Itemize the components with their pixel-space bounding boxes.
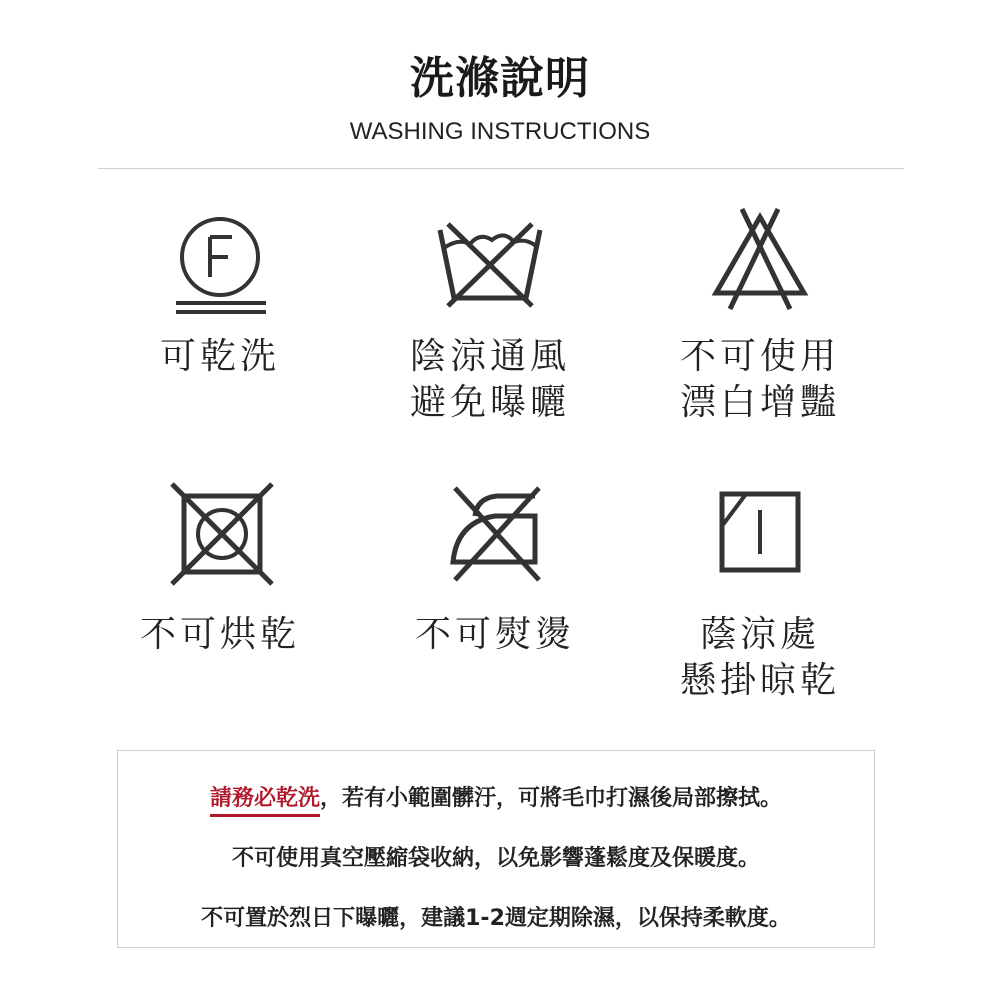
care-note-line-1 [118,781,874,812]
no-bleach-triangle-icon [700,205,820,315]
dry-clean-f-icon [160,215,280,325]
no-iron-icon [435,482,555,592]
care-note-emphasis: 請務必乾洗 [210,786,320,817]
header-divider [98,168,904,169]
care-note-line-3: 不可置於烈日下曝曬，建議1-2週定期除濕，以保持柔軟度。 [201,906,791,931]
symbol-label-line-dry-shade: 蔭涼處 懸掛晾乾 [679,614,840,701]
line-dry-shade-icon [700,482,820,592]
page-title: 洗滌說明 [410,53,590,104]
symbol-label-no-iron: 不可熨燙 [414,614,575,655]
symbol-label-dry-clean: 可乾洗 [159,336,280,377]
page-subtitle: WASHING INSTRUCTIONS [349,118,651,145]
care-note-line-1-rest: ，若有小範圍髒汙，可將毛巾打濕後局部擦拭。 [320,786,783,811]
care-notes-box [117,750,875,948]
symbol-label-no-tumble-dry: 不可烘乾 [139,614,300,655]
symbol-label-no-bleach: 不可使用 漂白增豔 [679,336,840,423]
no-wash-tub-icon [430,210,550,320]
care-note-line-2: 不可使用真空壓縮袋收納，以免影響蓬鬆度及保暖度。 [231,846,760,871]
no-tumble-dry-icon [162,482,282,592]
symbol-label-shade-ventilate: 陰涼通風 避免曝曬 [409,336,570,423]
